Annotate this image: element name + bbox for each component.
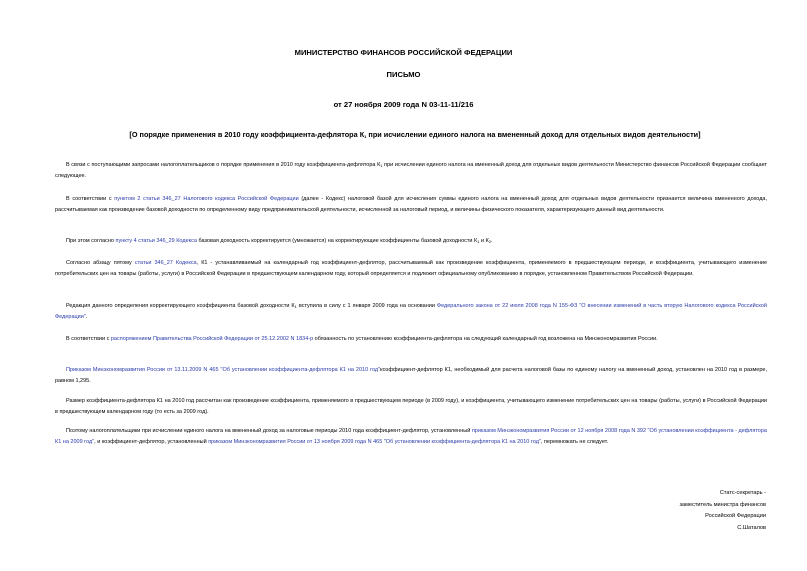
p1-subscript: 1 (380, 163, 383, 168)
link-federal-law-155[interactable]: Федерального закона от 22 июля 2008 года N 155-ФЗ "О внесении изменений в часть вторую Налогового кодекса Российской Федерации" (55, 303, 767, 321)
paragraph-9 (55, 426, 767, 449)
signature-line-1: Статс-секретарь - (719, 490, 766, 496)
title-text-2: при исчислении единого налога на вмененный доход для отдельных видов деятельности] (366, 130, 701, 139)
p3-text-1: При этом согласно (66, 238, 116, 244)
paragraph-2 (55, 194, 767, 217)
p2-text-2: (далее - Кодекс) налоговой базой для исчисления суммы единого налога на вмененный доход для отдельных видов деятельности признается величина вмененного дохода, рассчитываемая как произведение базовой доходности по определенному виду предпринимательской деятельности, исчисленной за налоговый период, и величины физического показателя, характеризующего данный вид деятельности. (55, 196, 768, 214)
document-date-number: от 27 ноября 2009 года N 03-11-11/216 (333, 100, 474, 109)
paragraph-3 (55, 236, 767, 247)
paragraph-8 (55, 396, 767, 419)
p5-text-2: вступила в силу с 1 января 2009 года на основании (296, 303, 437, 309)
signature-name: С.Шаталов (737, 524, 766, 531)
p8-text-1: Размер коэффициента-дефлятора К1 на 2010 год рассчитан как произведение коэффициента, применяемого в предшествующем периоде (в 2009 году), и коэффициента, учитывающего изменение потребительских цен на товары (работы, услуги) в Российской Федерации в предшествующем календарном году (то есть за 2009 год). (55, 398, 767, 416)
signature-line-3: Российской Федерации (705, 513, 766, 520)
p4-text-1: Согласно абзацу пятому (66, 260, 135, 266)
p5-text-3: . (85, 314, 88, 321)
p3-text-2: базовая доходность корректируется (умножается) на корректирующие коэффициенты базовой доходности К (196, 238, 478, 244)
p3-text-4: . (491, 238, 493, 244)
p3-subscript-2: 2 (488, 239, 492, 244)
paragraph-4 (55, 258, 767, 281)
p6-text-1: В соответствии с (66, 336, 111, 342)
p3-text-3: и К (479, 238, 489, 244)
document-type: ПИСЬМО (386, 70, 421, 79)
p1-text-2: при исчислении единого налога на вмененный доход для отдельных видов деятельности Министерство финансов Российской Федерации сообщает следующее. (55, 162, 767, 180)
p2-text-1: В соответствии с (66, 196, 115, 202)
signature-block (679, 488, 766, 534)
title-subscript: 1 (364, 134, 367, 139)
p5-text-1: Редакция данного определения корректирующего коэффициента базовой доходности К (66, 303, 295, 309)
p4-text-2: , К1 - устанавливаемый на календарный год коэффициент-дефлятор, рассчитываемый как произведение коэффициента, применяемого в предшествующем периоде, и коэффициента, учитывающего изменение потребительских цен на товары (работы, услуги) в Российской Федерации в предшествующем календарном году, который определяется и подлежит официальному опубликованию в порядке, установленном Правительством Российской Федерации. (55, 260, 768, 278)
p9-text-1: Поэтому налогоплательщики при исчислении единого налога на вмененный доход за налоговые периоды 2010 года коэффициент-дефлятор, установленный (66, 428, 472, 434)
signature-line-2: заместитель министра финансов (679, 501, 766, 508)
document-title (55, 130, 775, 139)
ministry-heading: МИНИСТЕРСТВО ФИНАНСОВ РОССИЙСКОЙ ФЕДЕРАЦИИ (294, 48, 513, 57)
p6-text-2: обязанность по установлению коэффициента-дефлятора на следующий календарный год возложена на Минэкономразвития России. (313, 336, 658, 342)
link-article-346-29[interactable]: пункту 4 статьи 346_29 Кодекса (115, 238, 197, 244)
link-government-order-1834[interactable]: распоряжением Правительства Российской Федерации от 25.12.2002 N 1834-р (110, 336, 314, 342)
link-order-392[interactable]: приказом Минэкономразвития России от 12 ноября 2008 года N 392 "Об установлении коэффициента - дефлятора К1 на 2009 год" (55, 428, 767, 446)
title-text-1: [О порядке применения в 2010 году коэффициента-дефлятора К (129, 130, 365, 139)
p7-text-1: коэффициент-дефлятор К1, необходимый для расчета налоговой базы по единому налогу на вмененный доход, установлен на 2010 год в размере, равном 1,295. (55, 367, 768, 385)
link-order-465-p7[interactable]: Приказом Минэкономразвития России от 13.11.2009 N 465 "Об установлении коэффициента-дефлятора К1 на 2010 год" (66, 367, 381, 373)
link-order-465-p9[interactable]: приказом Минэкономразвития России от 13 ноября 2009 года N 465 "Об установлении коэффициента-дефлятора К1 на 2010 год" (208, 439, 541, 446)
p9-text-2: , и коэффициент-дефлятор, установленный (94, 439, 209, 446)
p5-subscript: 1 (294, 304, 297, 309)
p1-text-1: В связи с поступающими запросами налогоплательщиков о порядке применения в 2010 году коэффициента-дефлятора К (66, 162, 381, 168)
p3-subscript-1: 1 (477, 239, 480, 244)
link-article-346-27-p2[interactable]: пунктом 2 статьи 346_27 Налогового кодекса Российской Федерации (114, 196, 299, 202)
p9-text-3: , перемножать не следует. (540, 439, 609, 446)
paragraph-1 (55, 160, 767, 183)
paragraph-7 (55, 365, 767, 388)
link-article-346-27-p4[interactable]: статьи 346_27 Кодекса (134, 260, 197, 266)
paragraph-5 (55, 301, 767, 324)
paragraph-6 (55, 334, 767, 345)
